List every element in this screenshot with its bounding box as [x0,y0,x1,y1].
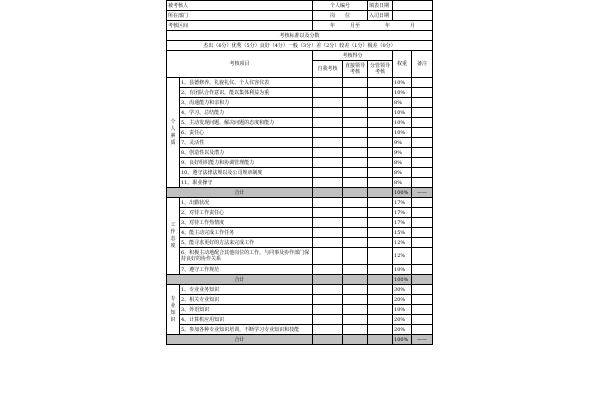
total-label: 合计 [167,335,313,345]
direct-score-cell[interactable] [343,305,368,315]
direct-score-cell[interactable] [343,148,368,158]
direct-score-cell[interactable] [343,178,368,188]
total-score-cell[interactable] [313,188,343,198]
item-text: 11、职业操守 [180,178,313,188]
self-score-cell[interactable] [313,285,343,295]
dept-label: 所在部门 [167,11,313,21]
item-text: 6、责任心 [180,128,313,138]
weight-cell: 12% [393,238,412,248]
weight-cell: 30% [393,285,412,295]
direct-score-cell[interactable] [343,325,368,335]
note-cell[interactable] [412,325,433,335]
item-text: 2、有团队合作意识，能以集体利益为重 [180,88,313,98]
fill-date-value[interactable] [393,1,433,11]
table-row [167,148,433,158]
table-row [167,208,433,218]
weight-cell: 20% [393,295,412,305]
direct-score-cell[interactable] [343,238,368,248]
note-cell[interactable] [412,108,433,118]
total-score-cell[interactable] [368,335,393,345]
table-row [167,168,433,178]
item-text: 3、对待工作热情度 [180,218,313,228]
note-cell[interactable] [412,208,433,218]
manager-score-cell[interactable] [368,138,393,148]
weight-cell: 10% [393,78,412,88]
manager-score-cell[interactable] [368,148,393,158]
table-row [167,265,433,275]
table-row [167,285,433,295]
total-score-cell[interactable] [343,188,368,198]
table-row [167,315,433,325]
self-score-cell[interactable] [313,148,343,158]
assessment-form [166,0,432,345]
self-score-cell[interactable] [313,248,343,265]
weight-cell: 10% [393,118,412,128]
total-note: —— [412,335,433,345]
self-score-cell[interactable] [313,305,343,315]
manager-score-cell[interactable] [368,168,393,178]
self-score-cell[interactable] [313,198,343,208]
note-cell[interactable] [412,295,433,305]
item-text: 2、对待工作责任心 [180,208,313,218]
total-score-cell[interactable] [368,188,393,198]
note-cell[interactable] [412,168,433,178]
weight-cell: 15% [393,228,412,238]
period-label: 考核区间 [167,21,313,31]
assessment-table [166,0,433,345]
total-row [167,188,433,198]
manager-score-cell[interactable] [368,198,393,208]
manager-score-cell[interactable] [368,218,393,228]
self-score-cell[interactable] [313,178,343,188]
weight-cell: 10% [393,108,412,118]
item-text: 1、县德修养、礼貌礼仪、个人仪容仪表 [180,78,313,88]
total-score-cell[interactable] [343,275,368,285]
self-score-cell[interactable] [313,158,343,168]
join-date-value[interactable] [393,11,433,21]
note-cell[interactable] [412,118,433,128]
manager-score-cell[interactable] [368,238,393,248]
assessee-label: 被考核人 [167,1,313,11]
direct-score-cell[interactable] [343,295,368,305]
total-score-cell[interactable] [313,335,343,345]
manager-score-cell[interactable] [368,98,393,108]
self-score-cell[interactable] [313,218,343,228]
weight-cell: 10% [393,265,412,275]
note-header: 备注 [412,51,433,78]
direct-score-cell[interactable] [343,265,368,275]
item-text: 3、沟通能力和亲和力 [180,98,313,108]
note-cell[interactable] [412,198,433,208]
item-text: 4、能主动完成工作任务 [180,228,313,238]
total-row [167,275,433,285]
manager-score-cell[interactable] [368,248,393,265]
table-row [167,108,433,118]
direct-score-cell[interactable] [343,168,368,178]
weight-cell: 12% [393,248,412,265]
period-text: 年 月至 年 月 [313,21,433,31]
self-score-cell[interactable] [313,128,343,138]
manager-score-cell[interactable] [368,295,393,305]
self-score-header: 自我考核 [313,61,343,78]
manager-header: 分管领导考核 [368,61,393,78]
total-score-cell[interactable] [368,275,393,285]
direct-score-cell[interactable] [343,118,368,128]
direct-score-cell[interactable] [343,158,368,168]
item-text: 10、遵守法律法规以及公司规章制度 [180,168,313,178]
weight-cell: 20% [393,325,412,335]
manager-score-cell[interactable] [368,208,393,218]
item-text: 5、主动发现问题、解决问题的态度和能力 [180,118,313,128]
item-column-header: 考核项目 [167,51,313,78]
item-text: 7、遵守工作规范 [180,265,313,275]
table-row [167,128,433,138]
total-weight: 100% [393,188,412,198]
self-score-cell[interactable] [313,208,343,218]
self-score-cell[interactable] [313,98,343,108]
fill-date-label: 填表日期 [368,1,393,11]
note-cell[interactable] [412,228,433,238]
item-text: 1、出勤状况 [180,198,313,208]
direct-score-cell[interactable] [343,138,368,148]
self-score-cell[interactable] [313,138,343,148]
direct-score-cell[interactable] [343,198,368,208]
section-label [167,198,180,275]
table-row [167,228,433,238]
direct-score-cell[interactable] [343,218,368,228]
weight-header: 权重 [393,51,412,78]
item-text: 3、外语知识 [180,305,313,315]
note-cell[interactable] [412,138,433,148]
manager-score-cell[interactable] [368,178,393,188]
table-row [167,118,433,128]
section-label [167,78,180,188]
direct-score-cell[interactable] [343,248,368,265]
note-cell[interactable] [412,218,433,228]
item-text: 1、专业业务知识 [180,285,313,295]
note-cell[interactable] [412,128,433,138]
weight-cell: 9% [393,148,412,158]
table-row [167,248,433,265]
weight-cell: 10% [393,305,412,315]
table-row [167,218,433,228]
item-text: 7、灵活性 [180,138,313,148]
manager-score-cell[interactable] [368,285,393,295]
note-cell[interactable] [412,248,433,265]
self-score-cell[interactable] [313,265,343,275]
table-row [167,198,433,208]
self-score-cell[interactable] [313,325,343,335]
weight-cell: 17% [393,198,412,208]
total-row [167,335,433,345]
manager-score-cell[interactable] [368,325,393,335]
weight-cell: 10% [393,88,412,98]
note-cell[interactable] [412,78,433,88]
total-score-cell[interactable] [343,335,368,345]
note-cell[interactable] [412,305,433,315]
note-cell[interactable] [412,265,433,275]
weight-cell: 17% [393,218,412,228]
table-row [167,78,433,88]
weight-cell: 8% [393,178,412,188]
section-label [167,285,180,335]
manager-score-cell[interactable] [368,305,393,315]
self-score-cell[interactable] [313,168,343,178]
manager-score-cell[interactable] [368,228,393,238]
item-text: 6、积极主动地配合其他岗位的工作，与同事及协作部门保持良好的协作关系 [180,248,313,265]
note-cell[interactable] [412,88,433,98]
manager-score-cell[interactable] [368,158,393,168]
table-row [167,305,433,315]
manager-score-cell[interactable] [368,88,393,98]
total-label: 合计 [167,275,313,285]
table-row [167,138,433,148]
item-text: 9、良好组织能力和协调管理能力 [180,158,313,168]
total-weight: 100% [393,335,412,345]
self-score-cell[interactable] [313,295,343,305]
section-label-text: 工作态度 [170,222,176,249]
total-note: —— [412,188,433,198]
self-score-cell[interactable] [313,88,343,98]
total-label: 合计 [167,188,313,198]
self-score-cell[interactable] [313,78,343,88]
self-score-cell[interactable] [313,228,343,238]
weight-cell: 10% [393,128,412,138]
direct-score-cell[interactable] [343,228,368,238]
note-cell[interactable] [412,178,433,188]
table-row [167,238,433,248]
direct-score-cell[interactable] [343,285,368,295]
score-group-header: 考核得分 [313,51,393,61]
table-row [167,178,433,188]
direct-score-cell[interactable] [343,315,368,325]
total-weight: 100% [393,275,412,285]
manager-score-cell[interactable] [368,108,393,118]
standards-scale: 杰出（6分）优秀（5分）良好（4分）一般（3分）差（2分）较差（1分）极差（0分） [167,41,433,51]
weight-cell: 9% [393,138,412,148]
self-score-cell[interactable] [313,238,343,248]
self-score-cell[interactable] [313,118,343,128]
weight-cell: 20% [393,315,412,325]
item-text: 4、学习、总结能力 [180,108,313,118]
manager-score-cell[interactable] [368,78,393,88]
manager-score-cell[interactable] [368,128,393,138]
item-text: 8、创造性以及潜力 [180,148,313,158]
note-cell[interactable] [412,238,433,248]
self-score-cell[interactable] [313,315,343,325]
direct-score-cell[interactable] [343,208,368,218]
position-label: 岗 位 [313,11,368,21]
standards-title: 考核标准以及分数 [167,31,433,41]
section-label-text: 专业知识 [170,295,176,323]
direct-score-cell[interactable] [343,78,368,88]
table-row [167,98,433,108]
table-row [167,325,433,335]
direct-score-cell[interactable] [343,88,368,98]
item-text: 5、参加各种专业知识培训，不断学习专业知识和技能 [180,325,313,335]
item-text: 5、能寻求更好的方法来完成工作 [180,238,313,248]
direct-score-cell[interactable] [343,108,368,118]
item-text: 2、相关专业知识 [180,295,313,305]
direct-leader-header: 直接领导考核 [343,61,368,78]
total-note [412,275,433,285]
note-cell[interactable] [412,98,433,108]
table-row [167,158,433,168]
direct-score-cell[interactable] [343,98,368,108]
note-cell[interactable] [412,285,433,295]
note-cell[interactable] [412,158,433,168]
weight-cell: 8% [393,168,412,178]
join-date-label: 入司日期 [368,11,393,21]
table-row [167,88,433,98]
manager-score-cell[interactable] [368,315,393,325]
manager-score-cell[interactable] [368,265,393,275]
weight-cell: 8% [393,98,412,108]
direct-score-cell[interactable] [343,128,368,138]
weight-cell: 17% [393,208,412,218]
total-score-cell[interactable] [313,275,343,285]
emp-id-label: 个人编号 [313,1,368,11]
table-row [167,295,433,305]
section-label-text: 个人素质 [170,118,176,146]
note-cell[interactable] [412,315,433,325]
weight-cell: 8% [393,158,412,168]
item-text: 4、计算机应用知识 [180,315,313,325]
self-score-cell[interactable] [313,108,343,118]
note-cell[interactable] [412,148,433,158]
manager-score-cell[interactable] [368,118,393,128]
